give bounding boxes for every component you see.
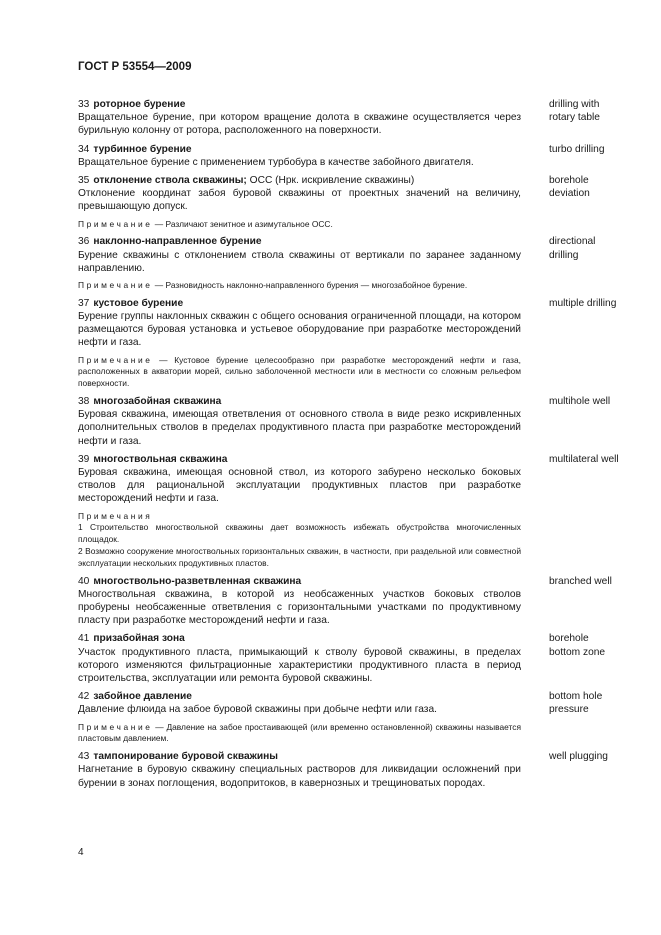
note-item: 1 Строительство многоствольной скважины дает возможность избежать обустройства многочисленных площадок.: [78, 522, 521, 545]
term-number: 39: [78, 453, 90, 465]
term-definition: Многоствольная скважина, в которой из необсаженных участков боковых стволов пробурены необсаженные ответвления с горизонтальными участками по продуктивному пласту при разработке месторождений нефти и газа.: [78, 588, 521, 627]
term-body: [78, 98, 521, 138]
term-title: тампонирование буровой скважины: [93, 751, 278, 763]
term-body: [78, 690, 521, 716]
term-entry-36: [78, 235, 621, 275]
term-heading: [78, 235, 521, 248]
term-number: 34: [78, 143, 90, 155]
term-title: призабойная зона: [93, 633, 185, 645]
term-body: [78, 297, 521, 350]
term-definition: Давление флюида на забое буровой скважины при добыче нефти или газа.: [78, 704, 437, 716]
term-title: наклонно-направленное бурение: [93, 236, 262, 248]
term-entry-38: [78, 395, 621, 448]
term-heading: [78, 98, 521, 111]
term-english: drilling with rotary table: [549, 99, 600, 124]
term-heading: [78, 143, 521, 156]
term-body: [78, 453, 521, 506]
term-note-35: [78, 219, 521, 231]
term-note-42: [78, 722, 521, 746]
term-heading: [78, 395, 521, 408]
term-heading: [78, 297, 521, 310]
term-entry-42: [78, 690, 621, 716]
term-definition: Буровая скважина, имеющая ответвления от основного ствола в виде резко искривленных дополнительных стволов в пределах продуктивного пласта при разработке месторождений нефти и газа.: [78, 409, 521, 447]
term-entry-39: [78, 453, 621, 506]
note-label: Примечание: [78, 354, 153, 365]
term-number: 43: [78, 751, 90, 763]
term-body: [78, 143, 521, 169]
term-body: [78, 174, 521, 214]
note-label: Примечание: [78, 721, 153, 732]
term-note-36: [78, 280, 521, 292]
term-heading: [78, 750, 521, 763]
term-entry-40: [78, 575, 621, 628]
term-body: [78, 395, 521, 448]
term-entry-37: [78, 297, 621, 350]
term-heading: [78, 575, 521, 588]
note-item: 2 Возможно сооружение многоствольных горизонтальных скважин, в частности, при раздельной или совместной эксплуатации нескольких продуктивных пластов.: [78, 546, 521, 568]
term-definition: Бурение группы наклонных скважин с общего основания ограниченной площади, на котором размещаются буровая установка и устьевое оборудование при разработке месторождений нефти и газа.: [78, 311, 521, 349]
term-note-37: [78, 355, 521, 390]
term-title: забойное давление: [93, 691, 192, 703]
term-title: кустовое бурение: [93, 297, 184, 309]
term-english: directional drilling: [549, 236, 596, 261]
term-english: turbo drilling: [549, 143, 605, 155]
term-synonym: ОСС (Нрк. искривление скважины): [246, 175, 415, 187]
page-number: 4: [78, 847, 84, 858]
term-entry-34: [78, 143, 621, 169]
note-text: — Давление на забое простаивающей (или временно остановленной) скважины называется пластовым давлением.: [78, 721, 521, 744]
term-english: borehole bottom zone: [549, 633, 606, 658]
term-number: 36: [78, 236, 90, 248]
term-entry-35: [78, 174, 621, 214]
term-english: multilateral well: [549, 453, 619, 465]
term-title: турбинное бурение: [93, 143, 192, 155]
term-definition: Вращательное бурение, при котором вращение долота в скважине осуществляется через бурильную колонну от ротора, расположенного на поверхности.: [78, 112, 521, 137]
term-english: borehole deviation: [549, 175, 590, 200]
note-text: — Различают зенитное и азимутальное ОСС.: [152, 218, 333, 229]
term-entry-33: [78, 98, 621, 138]
term-number: 33: [78, 99, 90, 110]
term-number: 37: [78, 297, 90, 309]
term-body: [78, 750, 521, 790]
term-definition: Отклонение координат забоя буровой скважины от проектных значений на величину, превышающую допуск.: [78, 188, 521, 213]
document-header: ГОСТ Р 53554—2009: [78, 61, 192, 73]
note-label: Примечание: [78, 280, 153, 291]
term-entry-43: [78, 750, 621, 790]
term-title: многоствольная скважина: [93, 453, 228, 465]
term-number: 38: [78, 396, 90, 408]
term-definition: Участок продуктивного пласта, примыкающий к стволу буровой скважины, в пределах которого изменяются фильтрационные характеристики продуктивного пласта в период строительства, эксплуатации или ремонта буровой скважины.: [78, 646, 521, 685]
term-title: многоствольно-разветвленная скважина: [93, 575, 302, 587]
note-text: — Кустовое бурение целесообразно при разработке месторождений нефти и газа, расположенных в акватории морей, сильно заболоченной местности или в местности со сложным рельефом поверхности.: [78, 354, 521, 389]
term-english: multiple drilling: [549, 297, 617, 309]
term-english: multihole well: [549, 396, 611, 408]
term-number: 42: [78, 691, 90, 703]
term-title: отклонение ствола скважины;: [93, 175, 247, 187]
note-label: Примечание: [78, 218, 153, 229]
term-heading: [78, 174, 521, 187]
term-english: bottom hole pressure: [549, 691, 603, 716]
term-body: [78, 235, 521, 275]
term-definition: Нагнетание в буровую скважину специальных растворов для ликвидации осложнений при бурении в зонах поглощения, водопритоков, в кавернозных и трещиноватых породах.: [78, 764, 521, 789]
term-body: [78, 575, 521, 628]
term-heading: [78, 690, 521, 703]
terms-list: [78, 98, 621, 795]
term-title: многозабойная скважина: [93, 396, 222, 408]
term-number: 40: [78, 575, 90, 587]
term-definition: Буровая скважина, имеющая основной ствол, из которого забурено несколько боковых стволов для рациональной эксплуатации продуктивных пластов при разработке месторождений нефти и газа.: [78, 467, 521, 505]
term-number: 41: [78, 633, 90, 645]
note-text: — Разновидность наклонно-направленного бурения — многозабойное бурение.: [152, 280, 468, 291]
term-english: branched well: [549, 575, 612, 587]
term-english: well plugging: [549, 751, 608, 763]
term-number: 35: [78, 175, 90, 187]
term-note-39: [78, 511, 521, 570]
term-heading: [78, 453, 521, 466]
term-entry-41: [78, 632, 621, 685]
term-heading: [78, 632, 521, 645]
note-label: Примечания: [78, 510, 153, 521]
term-body: [78, 632, 521, 685]
term-title: роторное бурение: [93, 99, 186, 110]
term-definition: Вращательное бурение с применением турбобура в качестве забойного двигателя.: [78, 156, 474, 168]
term-definition: Бурение скважины с отклонением ствола скважины от вертикали по заранее заданному направлению.: [78, 249, 521, 274]
